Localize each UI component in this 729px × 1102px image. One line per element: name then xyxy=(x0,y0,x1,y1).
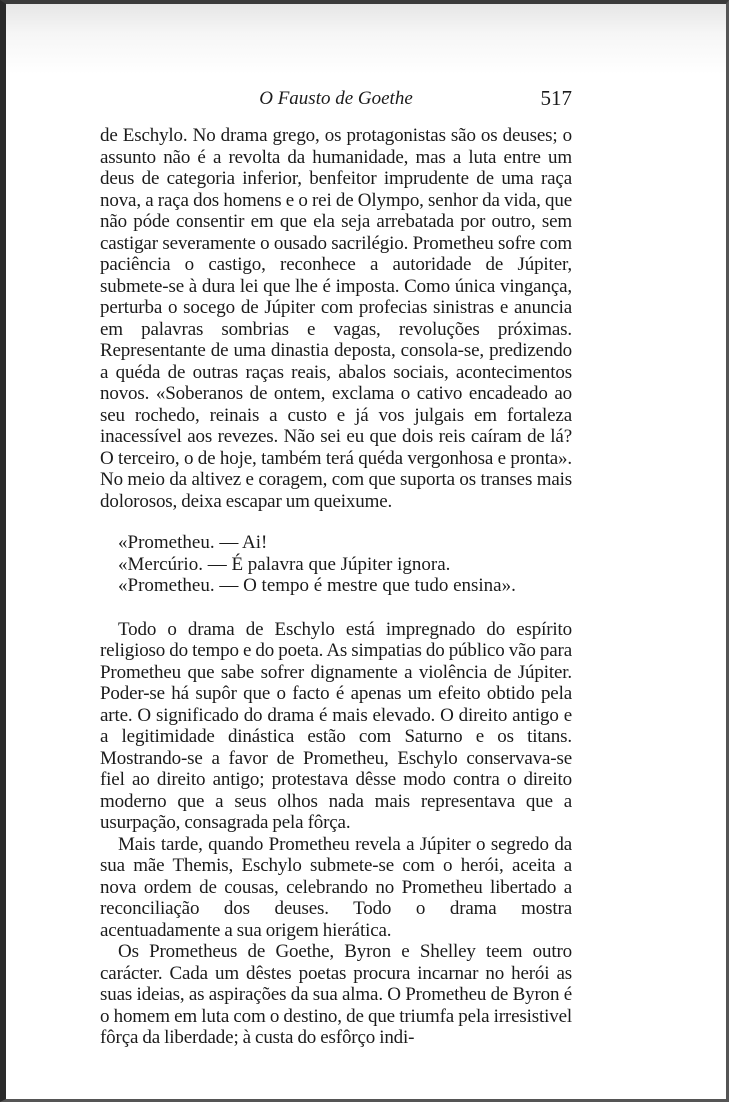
running-header xyxy=(100,80,572,114)
quote-line: «Mercúrio. — É palavra que Júpiter ignora. xyxy=(118,553,451,575)
running-title: O Fausto de Goethe xyxy=(259,88,413,109)
quote-line: «Prometheu. — O tempo é mestre que tudo ensina». xyxy=(118,575,516,596)
body-paragraph: de Eschylo. No drama grego, os protagonistas são os deuses; o assunto não é a revolta da humanidade, mas a luta entre um deus de categoria inferior, benfeitor imprudente de uma raça nova, a raça dos homens e o rei de Olympo, senhor da vida, que não póde consentir em que ela seja arrebatada por outro, sem castigar severamente o ousado sacrilégio. Prometheu sofre com paciência o castigo, reconhece a autoridade de Júpiter, submete-se à dura lei que lhe é imposta. Como única vingança, perturba o socego de Júpiter com profecias sinistras e anuncia em palavras sombrias e vagas, revoluções próximas. Representante de uma dinastia deposta, consola-se, predizendo a quéda de outras raças reais, abalos sociais, acontecimentos novos. «Soberanos de ontem, exclama o cativo encadeado ao seu rochedo, reinais a custo e já vos julgais em fortaleza inacessível aos revezes. Não sei eu que dois reis caíram de lá? O terceiro, o de hoje, também terá quéda vergonhosa e pronta». No meio da altivez e coragem, com que suporta os transes mais dolorosos, deixa escapar um queixume. xyxy=(100,125,572,512)
body-paragraph: Os Prometheus de Goethe, Byron e Shelley teem outro carácter. Cada um dêstes poetas procura incarnar no herói as suas ideias, as aspirações da sua alma. O Prometheu de Byron é o homem em luta com o destino, de que triumfa pela irresistivel fôrça da liberdade; à custa do esfôrço indi- xyxy=(100,941,572,1048)
book-page xyxy=(100,80,572,1049)
body-paragraph: Mais tarde, quando Prometheu revela a Júpiter o segredo da sua mãe Themis, Eschylo submete-se com o herói, aceita a nova ordem de cousas, celebrando no Prometheu libertado a reconciliação dos deuses. Todo o drama mostra acentuadamente a sua origem hierática. xyxy=(100,833,572,941)
page-number: 517 xyxy=(540,86,572,110)
dialogue-quote xyxy=(100,532,572,597)
body-paragraph: Todo o drama de Eschylo está impregnado do espírito religioso do tempo e do poeta. As simpatias do público vão para Prometheu que sabe sofrer dignamente a violência de Júpiter. Poder-se há supôr que o facto é apenas um efeito obtido pela arte. O significado do drama é mais elevado. O direito antigo e a legitimidade dinástica estão com Saturno e os titans. Mostrando-se a favor de Prometheu, Eschylo conservava-se fiel ao direito antigo; protestava dêsse modo contra o direito moderno que a seus olhos nada mais representava que a usurpação, consagrada pela fôrça. xyxy=(100,618,572,833)
quote-line: «Prometheu. — Ai! xyxy=(118,532,268,553)
